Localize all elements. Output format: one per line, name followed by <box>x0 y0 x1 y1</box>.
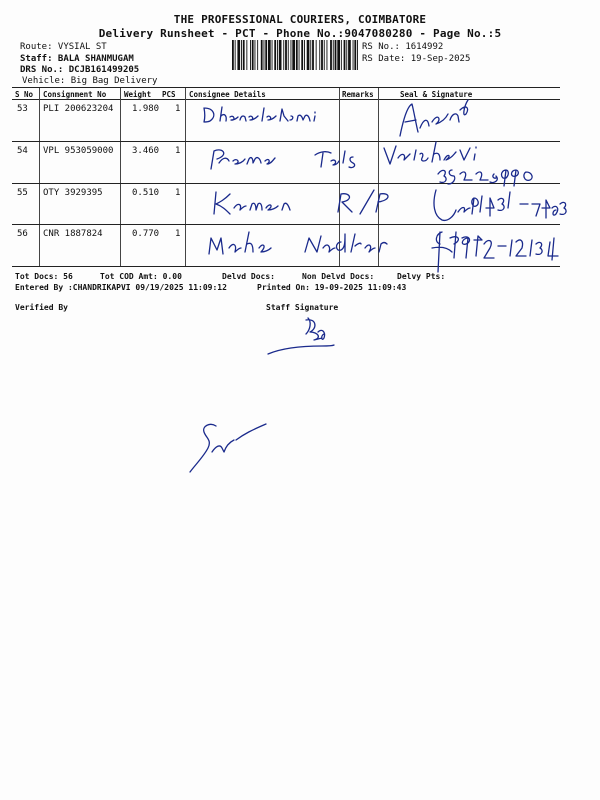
barcode-bar <box>288 40 289 70</box>
barcode-bar <box>283 40 284 70</box>
barcode-image <box>232 40 358 70</box>
handwritten-consignee-56 <box>205 228 405 260</box>
col-header-weight: Weight <box>124 90 152 99</box>
barcode-bar <box>264 40 265 70</box>
rs-number: RS No.: 1614992 <box>362 42 444 52</box>
runsheet-subtitle: Delivery Runsheet - PCT - Phone No.:9047080280 - Page No.:5 <box>98 27 502 40</box>
entered-by: Entered By :CHANDRIKAPVI 09/19/2025 11:09:12 <box>15 283 227 292</box>
barcode-bar <box>246 40 247 70</box>
barcode-bar <box>250 40 251 70</box>
barcode-bar <box>279 40 282 70</box>
barcode-bar <box>324 40 325 70</box>
row-sno: 53 <box>17 104 28 114</box>
delivery-points: Delvy Pts: <box>397 272 446 281</box>
barcode-bar <box>235 40 236 70</box>
barcode-bar <box>319 40 320 70</box>
vehicle-label: Vehicle: Big Bag Delivery <box>22 76 158 86</box>
barcode-bar <box>261 40 263 70</box>
total-cod-amount: Tot COD Amt: 0.00 <box>100 272 182 281</box>
barcode-bar <box>307 40 310 70</box>
barcode-bar <box>337 40 340 70</box>
barcode-bar <box>241 40 242 70</box>
barcode-bar <box>277 40 278 70</box>
column-divider <box>39 88 40 266</box>
barcode-bar <box>296 40 298 70</box>
barcode-bar <box>274 40 276 70</box>
col-header-seal: Seal & Signature <box>400 90 473 99</box>
barcode-bar <box>333 40 334 70</box>
row-consignment: OTY 3929395 <box>43 188 103 198</box>
barcode-bar <box>257 40 258 70</box>
barcode-bar <box>299 40 300 70</box>
barcode-bar <box>346 40 347 70</box>
row-consignment: PLI 200623204 <box>43 104 114 114</box>
table-header-rule <box>12 99 560 100</box>
row-pcs: 1 <box>175 188 181 198</box>
staff-signature-label: Staff Signature <box>266 303 339 312</box>
handwritten-consignee-53 <box>200 104 360 124</box>
barcode-bar <box>330 40 332 70</box>
rs-date: RS Date: 19-Sep-2025 <box>362 54 471 64</box>
col-header-sno: S No <box>15 90 34 99</box>
drs-label: DRS No.: DCJB161499205 <box>20 65 140 75</box>
barcode-bar <box>285 40 287 70</box>
printed-on: Printed On: 19-09-2025 11:09:43 <box>257 283 407 292</box>
col-header-pcs: PCS <box>162 90 176 99</box>
handwritten-consignee-55 <box>210 188 390 218</box>
row-pcs: 1 <box>175 146 181 156</box>
row-pcs: 1 <box>175 229 181 239</box>
staff-signature-mark <box>262 312 342 362</box>
col-header-remarks: Remarks <box>342 90 374 99</box>
row-sno: 56 <box>17 229 28 239</box>
delivered-docs: Delvd Docs: <box>222 272 275 281</box>
row-weight: 3.460 <box>132 146 160 156</box>
col-header-consignee: Consignee Details <box>189 90 266 99</box>
barcode-bar <box>232 40 234 70</box>
row-pcs: 1 <box>175 104 181 114</box>
verified-by-label: Verified By <box>15 303 68 312</box>
staff-label: Staff: BALA SHANMUGAM <box>20 54 134 64</box>
barcode-bar <box>353 40 354 70</box>
column-divider <box>185 88 186 266</box>
barcode-bar <box>292 40 295 70</box>
barcode-bar <box>341 40 342 70</box>
company-title: THE PROFESSIONAL COURIERS, COIMBATORE <box>173 13 427 26</box>
barcode-bar <box>255 40 256 70</box>
row-sno: 55 <box>17 188 28 198</box>
barcode-bar <box>310 40 311 70</box>
barcode-bar <box>327 40 328 70</box>
column-divider <box>120 88 121 266</box>
row-consignment: CNR 1887824 <box>43 229 103 239</box>
total-docs: Tot Docs: 56 <box>15 272 73 281</box>
handwritten-signature-55 <box>428 186 568 226</box>
barcode-bar <box>335 40 337 70</box>
barcode-bar <box>272 40 273 70</box>
handwritten-signature-56 <box>428 228 598 274</box>
barcode-bar <box>291 40 292 70</box>
row-weight: 1.980 <box>132 104 160 114</box>
row-consignment: VPL 953059000 <box>43 146 114 156</box>
barcode-bar <box>344 40 346 70</box>
col-header-consignment: Consignment No <box>43 90 107 99</box>
row-sno: 54 <box>17 146 28 156</box>
handwritten-signature-54 <box>382 140 582 190</box>
barcode-bar <box>357 40 358 70</box>
verifier-signature-mark <box>182 418 282 478</box>
route-label: Route: VYSIAL ST <box>20 42 107 52</box>
barcode-bar <box>265 40 267 70</box>
barcode-bar <box>243 40 245 70</box>
barcode-bar <box>268 40 271 70</box>
barcode-bar <box>354 40 356 70</box>
barcode-bar <box>252 40 254 70</box>
barcode-bar <box>316 40 317 70</box>
row-weight: 0.770 <box>132 229 160 239</box>
barcode-bar <box>312 40 314 70</box>
handwritten-consignee-54 <box>205 145 375 171</box>
non-delivered-docs: Non Delvd Docs: <box>302 272 375 281</box>
barcode-bar <box>304 40 305 70</box>
handwritten-signature-53 <box>396 98 476 140</box>
barcode-bar <box>237 40 240 70</box>
barcode-bar <box>301 40 303 70</box>
row-weight: 0.510 <box>132 188 160 198</box>
table-top-rule <box>12 87 560 88</box>
barcode-bar <box>348 40 351 70</box>
barcode-bar <box>321 40 323 70</box>
